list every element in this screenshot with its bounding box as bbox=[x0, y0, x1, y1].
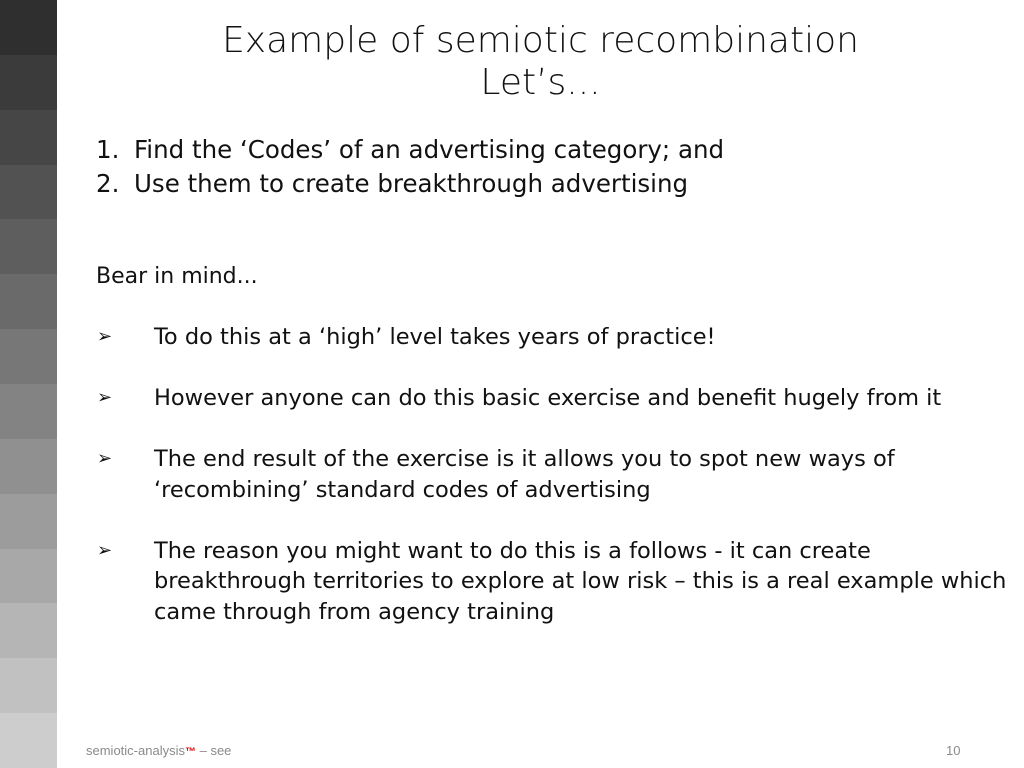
side-gradient-strip bbox=[0, 0, 57, 768]
title-line-1: Example of semiotic recombination bbox=[222, 20, 859, 61]
arrowhead-bullet-icon: ➢ bbox=[97, 387, 113, 408]
bullet-text: However anyone can do this basic exercise and benefit hugely from it bbox=[154, 385, 942, 411]
strip-band bbox=[0, 329, 57, 384]
numbered-item bbox=[96, 167, 996, 201]
strip-band bbox=[0, 384, 57, 439]
footer-brand-name: semiotic-analysis bbox=[86, 743, 185, 758]
trademark-symbol: ™ bbox=[184, 746, 196, 758]
bullet-text: The reason you might want to do this is a follows - it can create breakthrough territories to explore at low risk – this is a real example which came through from agency training bbox=[154, 537, 1007, 625]
strip-band bbox=[0, 165, 57, 220]
strip-band bbox=[0, 0, 57, 55]
strip-band bbox=[0, 713, 57, 768]
slide-title bbox=[57, 20, 1024, 104]
strip-band bbox=[0, 274, 57, 329]
bullet-list bbox=[96, 322, 1016, 627]
strip-band bbox=[0, 603, 57, 658]
strip-band bbox=[0, 549, 57, 604]
item-number: 2. bbox=[96, 169, 120, 198]
title-line-2: Let’s... bbox=[480, 62, 601, 103]
bullet-item bbox=[96, 383, 1016, 414]
bullet-text: To do this at a ‘high’ level takes years of practice! bbox=[154, 324, 716, 350]
item-number: 1. bbox=[96, 135, 120, 164]
bullet-text: The end result of the exercise is it allows you to spot new ways of ‘recombining’ standard codes of advertising bbox=[154, 446, 895, 503]
footer-suffix: – see bbox=[195, 743, 232, 758]
arrowhead-bullet-icon: ➢ bbox=[97, 448, 113, 469]
numbered-item bbox=[96, 133, 996, 167]
item-text: Use them to create breakthrough advertising bbox=[134, 169, 689, 198]
strip-band bbox=[0, 439, 57, 494]
item-text: Find the ‘Codes’ of an advertising category; and bbox=[134, 135, 725, 164]
strip-band bbox=[0, 658, 57, 713]
strip-band bbox=[0, 494, 57, 549]
arrowhead-bullet-icon: ➢ bbox=[97, 326, 113, 347]
bullet-item bbox=[96, 536, 1016, 628]
bullet-item bbox=[96, 322, 1016, 353]
footer-brand bbox=[86, 743, 231, 758]
strip-band bbox=[0, 110, 57, 165]
numbered-list bbox=[96, 133, 996, 201]
strip-band bbox=[0, 55, 57, 110]
strip-band bbox=[0, 219, 57, 274]
bear-in-mind-heading: Bear in mind... bbox=[96, 264, 258, 289]
page-number: 10 bbox=[946, 743, 961, 758]
arrowhead-bullet-icon: ➢ bbox=[97, 539, 113, 561]
bullet-item bbox=[96, 444, 1016, 505]
